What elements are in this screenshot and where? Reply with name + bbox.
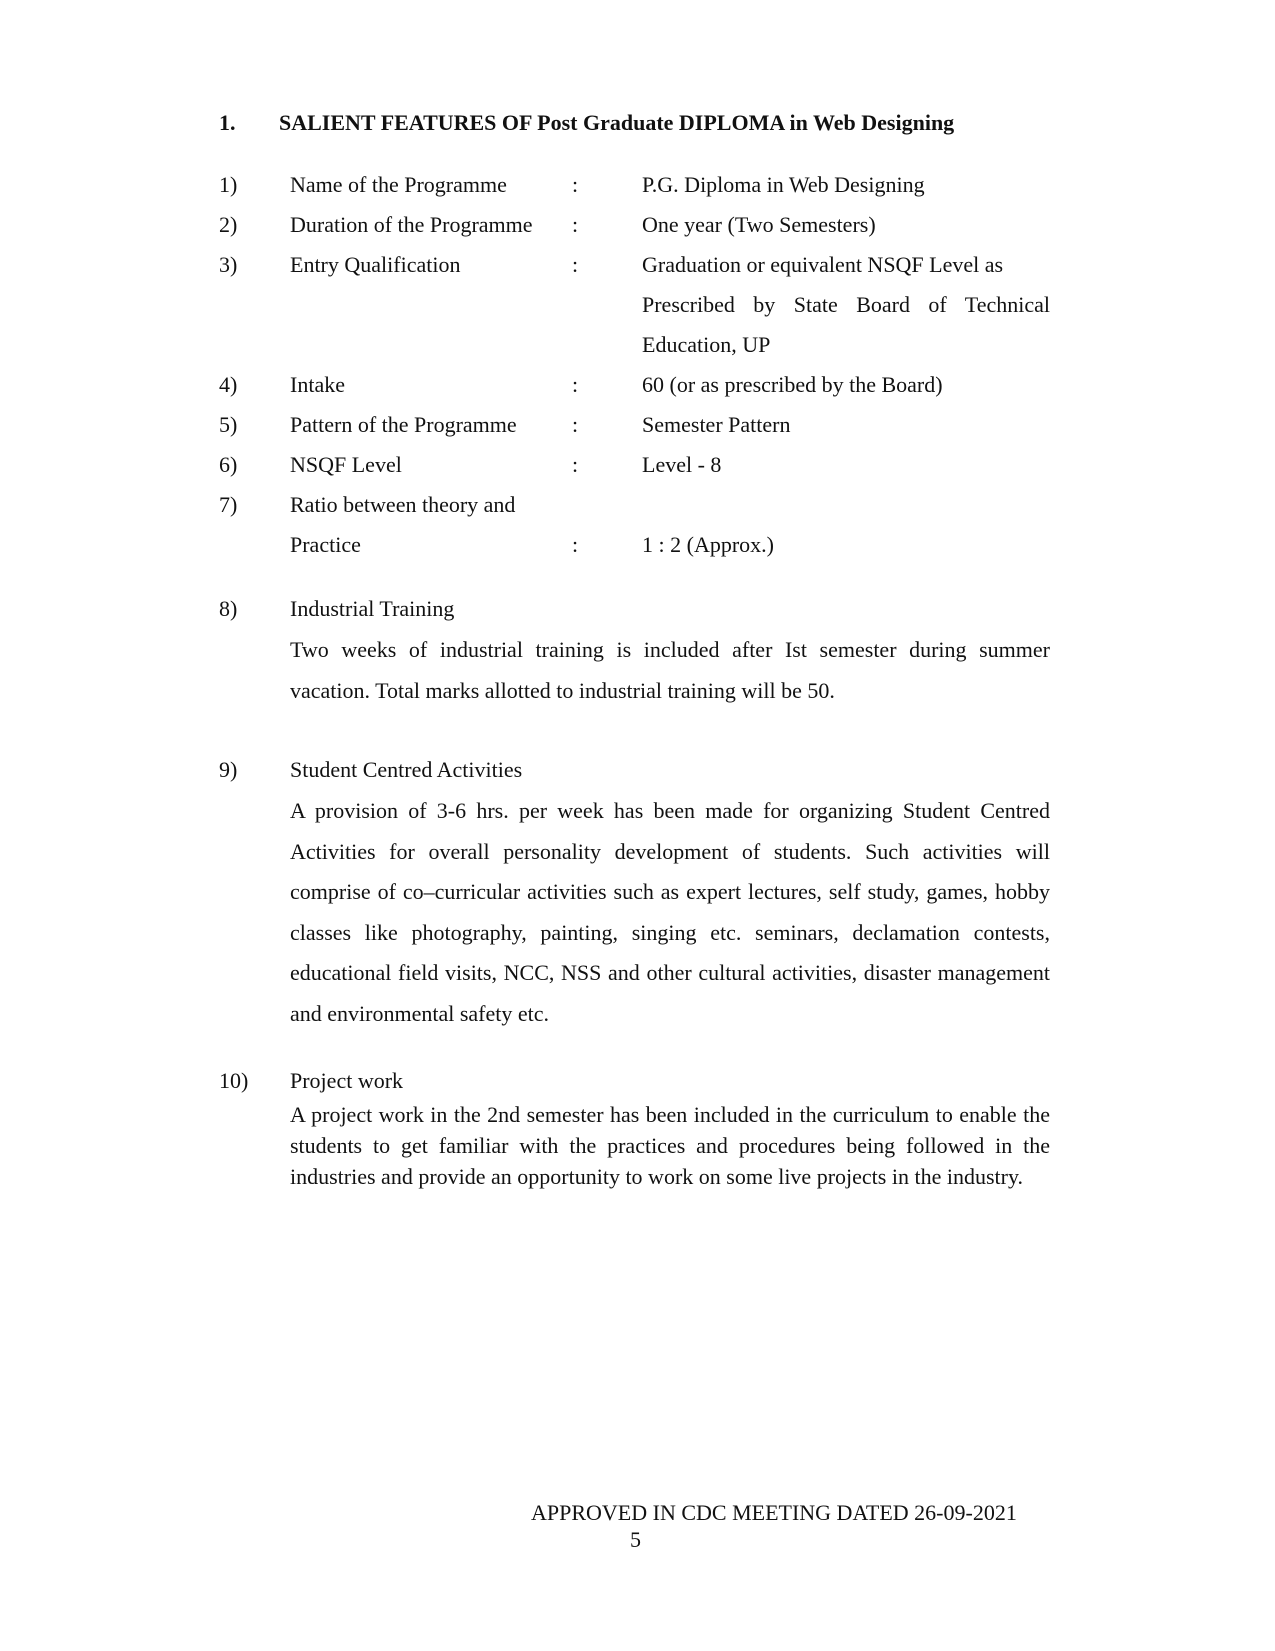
page-number: 5 (630, 1527, 641, 1552)
section-item-body: A project work in the 2nd semester has been included in the curriculum to enable the students to get familiar with the practices and procedures being followed in the industries and provide an opportunity to work on some live projects in the industry. (290, 1102, 1050, 1189)
feature-value: P.G. Diploma in Web Designing (642, 172, 925, 197)
feature-label: Pattern of the Programme (290, 412, 517, 437)
feature-colon: : (572, 452, 579, 477)
feature-colon: : (572, 412, 579, 437)
section-item-title: Project work (290, 1068, 404, 1093)
section-item-title: Industrial Training (290, 596, 455, 621)
section-item-number: 9) (219, 757, 238, 782)
feature-number: 2) (219, 212, 238, 237)
feature-label: Entry Qualification (290, 252, 461, 277)
feature-value: Level - 8 (642, 452, 722, 477)
feature-colon: : (572, 172, 579, 197)
feature-number: 7) (219, 492, 238, 517)
section-item-number: 8) (219, 596, 238, 621)
feature-label: Intake (290, 372, 345, 397)
feature-label-line: Ratio between theory and (290, 492, 516, 517)
approval-note: APPROVED IN CDC MEETING DATED 26-09-2021 (531, 1500, 1017, 1525)
page-title: SALIENT FEATURES OF Post Graduate DIPLOMA in Web Designing (279, 110, 955, 135)
feature-value: Semester Pattern (642, 412, 791, 437)
feature-number: 4) (219, 372, 238, 397)
feature-value-line: Prescribed by State Board of Technical (642, 292, 1050, 317)
feature-number: 5) (219, 412, 238, 437)
feature-number: 1) (219, 172, 238, 197)
feature-label: Name of the Programme (290, 172, 507, 197)
section-item-title: Student Centred Activities (290, 757, 523, 782)
feature-value-line: Education, UP (642, 332, 771, 357)
feature-value: 1 : 2 (Approx.) (642, 532, 774, 557)
feature-colon: : (572, 212, 579, 237)
feature-label: Duration of the Programme (290, 212, 533, 237)
feature-number: 6) (219, 452, 238, 477)
section-item-body: A provision of 3-6 hrs. per week has been made for organizing Student Centred Activities for overall personality development of students. Such activities will comprise of co–curricular activities such as expert lectures, self study, games, hobby classes like photography, painting, singing etc. seminars, declamation contests, educational field visits, NCC, NSS and other cultural activities, disaster management and environmental safety etc. (290, 798, 1050, 1026)
section-item-body: Two weeks of industrial training is included after Ist semester during summer vacation. Total marks allotted to industrial training will be 50. (290, 637, 1050, 703)
section-number: 1. (219, 110, 236, 135)
feature-value: One year (Two Semesters) (642, 212, 876, 237)
feature-value-line: Graduation or equivalent NSQF Level as (642, 252, 1004, 277)
section-item-number: 10) (219, 1068, 249, 1093)
feature-number: 3) (219, 252, 238, 277)
feature-colon: : (572, 372, 579, 397)
feature-label: NSQF Level (290, 452, 402, 477)
feature-colon: : (572, 532, 579, 557)
feature-value: 60 (or as prescribed by the Board) (642, 372, 943, 397)
feature-label-line: Practice (290, 532, 361, 557)
feature-colon: : (572, 252, 579, 277)
